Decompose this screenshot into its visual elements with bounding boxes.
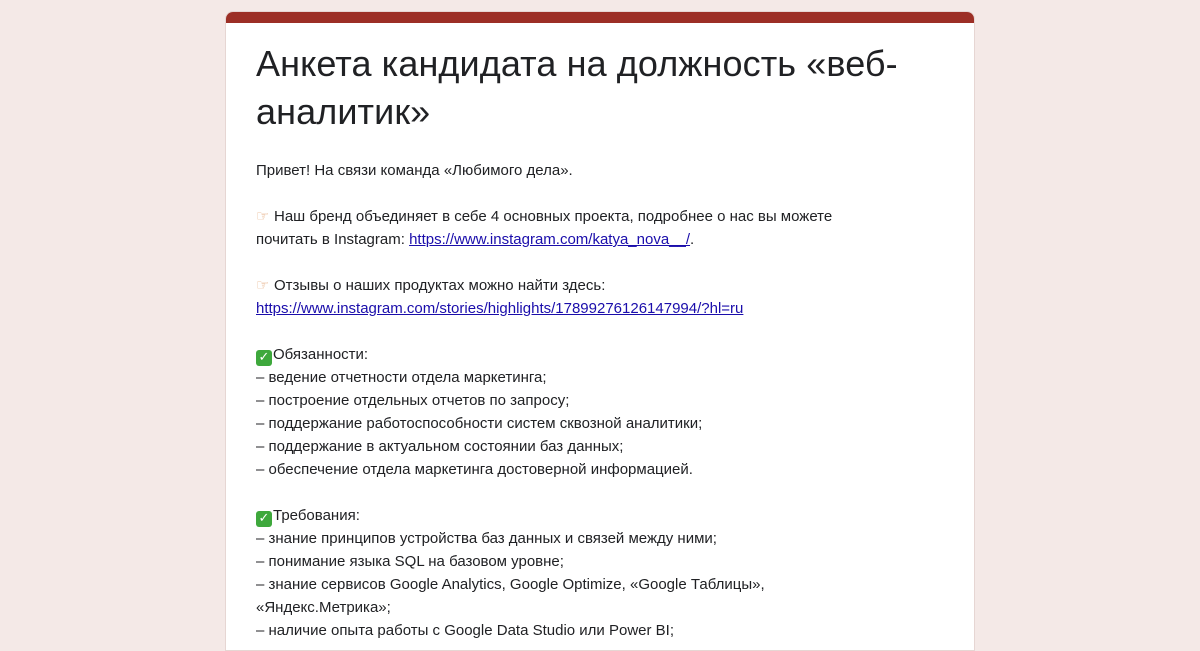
reviews-link-line [256,297,956,320]
reviews-link[interactable]: https://www.instagram.com/stories/highlights/17899276126147994/?hl=ru [256,300,744,317]
form-title [256,40,956,136]
form-title-line-2: аналитик» [256,91,431,132]
spacer [256,182,956,205]
spacer [256,320,956,343]
brand-text: Наш бренд объединяет в себе 4 основных проекта, подробнее о нас вы можете [274,208,833,225]
requirements-header-label: Требования: [273,507,360,524]
brand-text-line-1 [256,205,956,228]
requirement-item: – знание сервисов Google Analytics, Google Optimize, «Google Таблицы», [256,576,765,593]
duties-header-label: Обязанности: [273,346,369,363]
card-accent-bar [226,12,974,23]
brand-text-suffix: . [690,231,695,248]
duty-item: – поддержание работоспособности систем сквозной аналитики; [256,415,703,432]
brand-text-line-2 [256,228,956,251]
reviews-text [256,274,956,297]
instagram-link[interactable]: https://www.instagram.com/katya_nova__/ [409,231,691,248]
brand-text-prefix: почитать в Instagram: [256,231,410,248]
spacer [256,251,956,274]
duties-header [256,343,956,366]
duty-item: – ведение отчетности отдела маркетинга; [256,369,547,386]
requirement-item: – наличие опыта работы с Google Data Studio или Power BI; [256,622,674,639]
duty-item: – поддержание в актуальном состоянии баз данных; [256,438,624,455]
requirement-item: «Яндекс.Метрика»; [256,599,391,616]
reviews-label: Отзывы о наших продуктах можно найти здесь: [274,277,606,294]
check-mark-icon: ✓ [256,350,272,366]
duty-item: – построение отдельных отчетов по запросу; [256,392,570,409]
requirement-item: – знание принципов устройства баз данных и связей между ними; [256,530,717,547]
pointing-right-icon: ☞ [256,207,270,225]
duty-item: – обеспечение отдела маркетинга достоверной информацией. [256,461,693,478]
check-mark-icon: ✓ [256,511,272,527]
form-description [256,159,956,642]
requirements-header [256,504,956,527]
form-title-line-1: Анкета кандидата на должность «веб- [256,43,898,84]
requirement-item: – понимание языка SQL на базовом уровне; [256,553,564,570]
form-header-card [225,11,975,651]
pointing-right-icon: ☞ [256,276,270,294]
card-body [256,40,956,642]
greeting-text: Привет! На связи команда «Любимого дела». [256,162,573,179]
spacer [256,481,956,504]
